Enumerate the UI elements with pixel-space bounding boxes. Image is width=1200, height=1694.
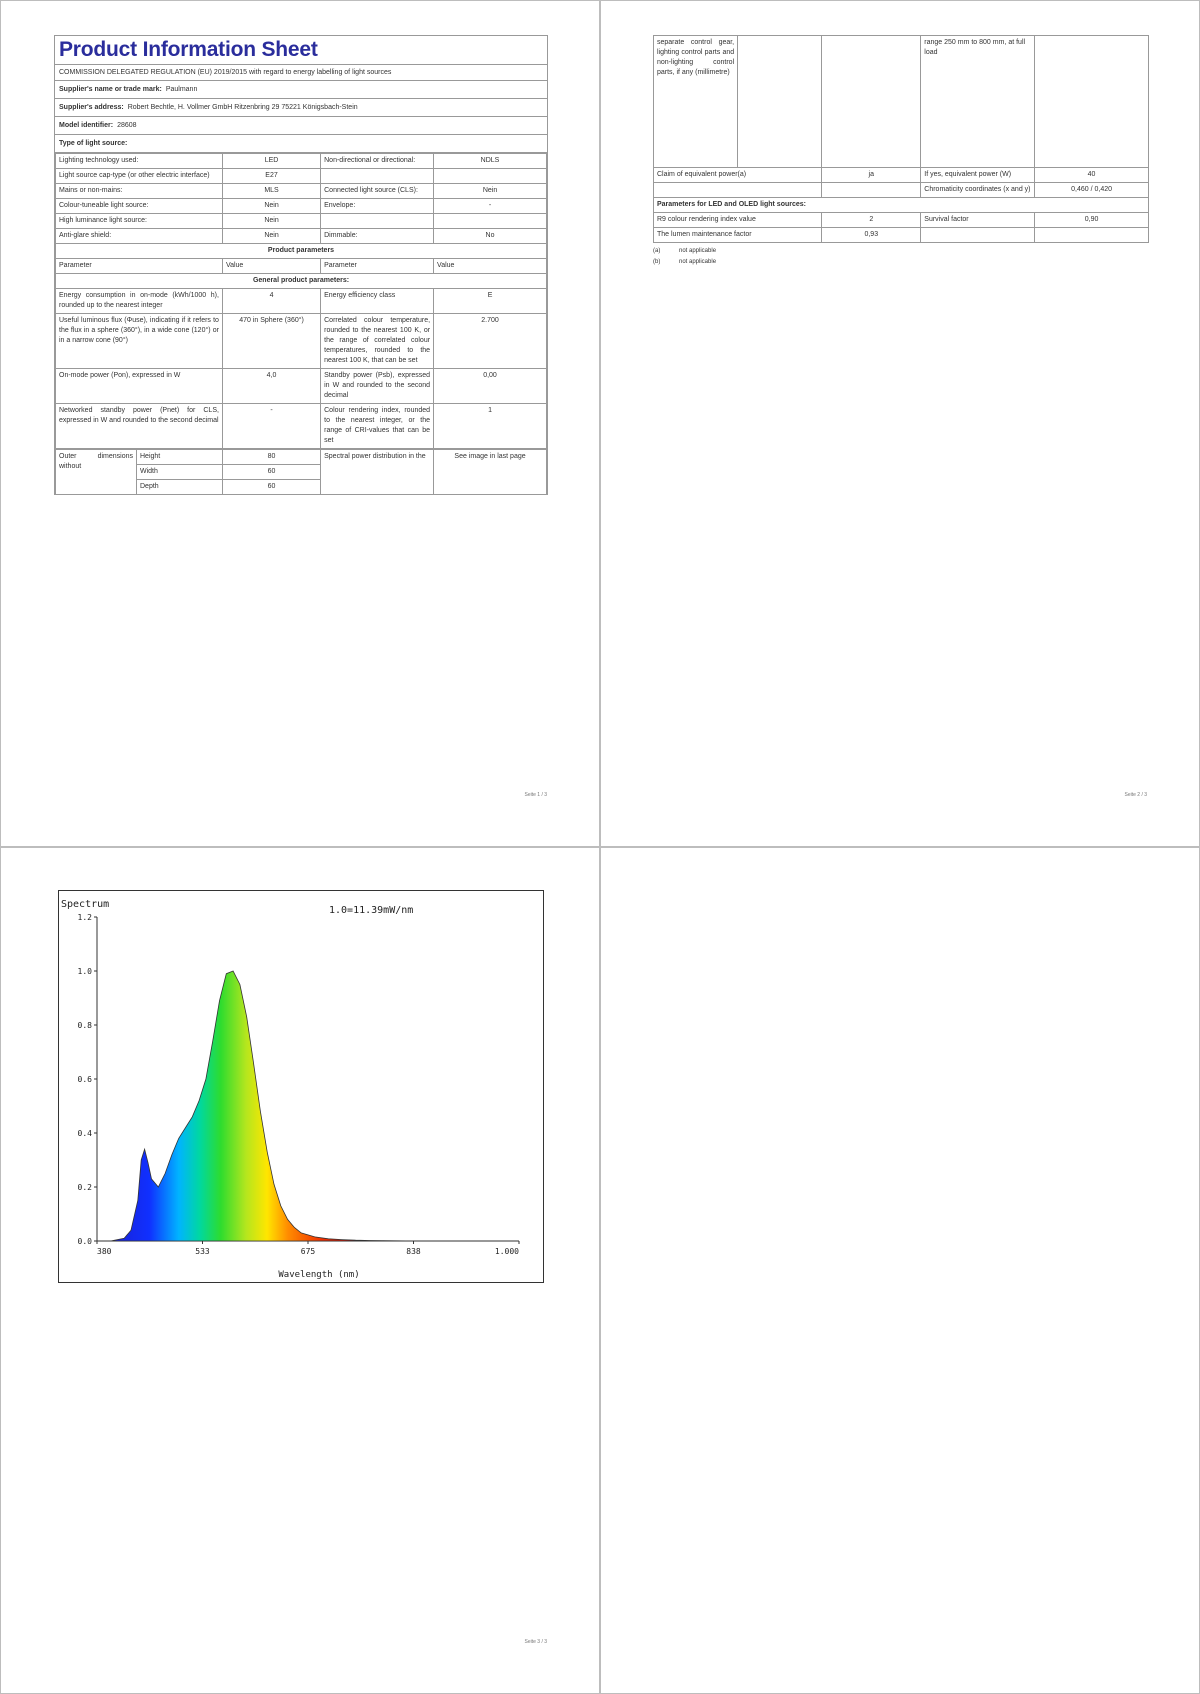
- cell-value: [434, 169, 547, 184]
- product-information-sheet: [54, 35, 548, 495]
- page-2: [600, 0, 1200, 847]
- cell-param: Useful luminous flux (Φuse), indicating if it refers to the flux in a sphere (360°), in a wide cone (120°) or in a narrow cone (90°): [56, 314, 223, 369]
- cell-value: Nein: [434, 184, 547, 199]
- supplier-address: Robert Bechtle, H. Vollmer GmbH Ritzenbring 29 75221 Königsbach-Stein: [127, 104, 358, 111]
- cell-param: Light source cap-type (or other electric interface): [56, 169, 223, 184]
- cell-param: Envelope:: [321, 199, 434, 214]
- cell-value: Nein: [222, 229, 320, 244]
- y-tick-label: 0.2: [77, 1183, 92, 1192]
- cell-value: 0,90: [1035, 213, 1149, 228]
- spd-value: See image in last page: [434, 450, 547, 495]
- general-params-header: General product parameters:: [56, 274, 547, 289]
- cell-value: [1035, 228, 1149, 243]
- table-row: [56, 314, 547, 369]
- spectrum-chart: [58, 890, 544, 1283]
- dimension-label: Width: [137, 465, 223, 480]
- cell-param: Energy consumption in on-mode (kWh/1000 h), rounded up to the nearest integer: [56, 289, 223, 314]
- cell-value: -: [434, 199, 547, 214]
- product-params-header-row: [56, 244, 547, 259]
- footnote-text: not applicable: [679, 248, 717, 254]
- cell-param: Energy efficiency class: [321, 289, 434, 314]
- general-header-row: [56, 274, 547, 289]
- cell-param: [321, 214, 434, 229]
- spec-table: [55, 153, 547, 449]
- cell-value: 40: [1035, 168, 1149, 183]
- cell-param: Standby power (Psb), expressed in W and rounded to the second decimal: [321, 369, 434, 404]
- cell-value: 4: [222, 289, 320, 314]
- cell-value: 0,460 / 0,420: [1035, 183, 1149, 198]
- cell-value: 470 in Sphere (360°): [222, 314, 320, 369]
- y-tick-label: 1.2: [77, 913, 92, 922]
- dimension-value: 60: [222, 480, 320, 495]
- dimension-value: 60: [222, 465, 320, 480]
- footnote: [653, 246, 1149, 257]
- table-row: [56, 214, 547, 229]
- table-row: [56, 229, 547, 244]
- page-1: [0, 0, 600, 847]
- dimension-value: 80: [222, 450, 320, 465]
- table-row: [56, 289, 547, 314]
- cell-value: LED: [222, 154, 320, 169]
- y-tick-label: 0.4: [77, 1129, 92, 1138]
- spd-label: Spectral power distribution in the: [321, 450, 434, 495]
- x-tick-label: 380: [97, 1247, 112, 1256]
- cell-param: Connected light source (CLS):: [321, 184, 434, 199]
- cell-param: [654, 183, 822, 198]
- cell-value: [822, 36, 921, 168]
- y-tick-label: 1.0: [77, 967, 92, 976]
- cell-param: The lumen maintenance factor: [654, 228, 822, 243]
- cell-value: 4,0: [222, 369, 320, 404]
- general-rows: [56, 289, 547, 449]
- dimension-label: Depth: [137, 480, 223, 495]
- x-tick-label: 838: [406, 1247, 421, 1256]
- cell-param: Dimmable:: [321, 229, 434, 244]
- continuation-table: [653, 35, 1149, 243]
- cell-param: Colour-tuneable light source:: [56, 199, 223, 214]
- cell-value: -: [222, 404, 320, 449]
- cell-value: 0,93: [822, 228, 921, 243]
- page-number: Seite 3 / 3: [524, 1639, 547, 1645]
- table-row: [56, 404, 547, 449]
- cell-value: 0,00: [434, 369, 547, 404]
- cell-param: separate control gear, lighting control parts and non-lighting control parts, if any (millimetre): [654, 36, 738, 168]
- type-header-label: Type of light source:: [59, 140, 128, 147]
- cell-value: E: [434, 289, 547, 314]
- cell-param: Lighting technology used:: [56, 154, 223, 169]
- cell-param: Colour rendering index, rounded to the nearest integer, or the range of CRI-values that can be set: [321, 404, 434, 449]
- cell-value: Nein: [222, 199, 320, 214]
- cell-empty: [738, 36, 822, 168]
- cell-param: High luminance light source:: [56, 214, 223, 229]
- supplier-name: Paulmann: [165, 86, 198, 93]
- cell-param: R9 colour rendering index value: [654, 213, 822, 228]
- cell-value: No: [434, 229, 547, 244]
- dimension-label: Height: [137, 450, 223, 465]
- cell-value: [434, 214, 547, 229]
- col-header: Value: [222, 259, 320, 274]
- cell-param: Survival factor: [921, 213, 1035, 228]
- cell-value: [1035, 36, 1149, 168]
- y-tick-label: 0.8: [77, 1021, 92, 1030]
- model-label: Model identifier:: [59, 122, 114, 129]
- model-row: [55, 117, 547, 135]
- document-title: Product Information Sheet: [55, 36, 547, 65]
- cell-param: [321, 169, 434, 184]
- spectrum-chart-svg: [59, 891, 545, 1284]
- page-4-blank: [600, 847, 1200, 1694]
- dimensions-label: Outer dimensions without: [56, 450, 137, 495]
- col-header: Parameter: [56, 259, 223, 274]
- cell-value: E27: [222, 169, 320, 184]
- footnote-mark: (a): [653, 248, 661, 254]
- col-header: Parameter: [321, 259, 434, 274]
- cell-value: MLS: [222, 184, 320, 199]
- cell-param: Anti-glare shield:: [56, 229, 223, 244]
- type-header: [55, 135, 547, 153]
- model-identifier: 28608: [117, 122, 137, 129]
- footnote: [653, 257, 1149, 268]
- cell-value: ja: [822, 168, 921, 183]
- cell-param: On-mode power (Pon), expressed in W: [56, 369, 223, 404]
- cell-param: If yes, equivalent power (W): [921, 168, 1035, 183]
- supplier-address-label: Supplier's address:: [59, 104, 124, 111]
- type-rows: [56, 154, 547, 244]
- page-number: Seite 1 / 3: [524, 792, 547, 798]
- page-3: [0, 847, 600, 1694]
- cell-param: range 250 mm to 800 mm, at full load: [921, 36, 1035, 168]
- cell-param: [921, 228, 1035, 243]
- cell-param: Claim of equivalent power(a): [654, 168, 822, 183]
- cell-param: Chromaticity coordinates (x and y): [921, 183, 1035, 198]
- x-tick-label: 675: [300, 1247, 316, 1256]
- supplier-address-row: [55, 99, 547, 117]
- column-header-row: [56, 259, 547, 274]
- cell-param: Correlated colour temperature, rounded to the nearest 100 K, or the range of correlated colour temperatures, rounded to the nearest 100 K, that can be set: [321, 314, 434, 369]
- cell-value: [822, 183, 921, 198]
- table-row: [56, 369, 547, 404]
- cell-param: Mains or non-mains:: [56, 184, 223, 199]
- sheet-continuation: [653, 35, 1149, 268]
- cell-param: Networked standby power (Pnet) for CLS, expressed in W and rounded to the second decimal: [56, 404, 223, 449]
- regulation-text: COMMISSION DELEGATED REGULATION (EU) 2019/2015 with regard to energy labelling of light sources: [55, 65, 547, 81]
- cell-param: Non-directional or directional:: [321, 154, 434, 169]
- chart-annotation: 1.0=11.39mW/nm: [329, 905, 414, 916]
- spectrum-area: [97, 971, 519, 1241]
- x-tick-label: 1.000: [494, 1247, 519, 1256]
- chart-title: Spectrum: [61, 899, 110, 910]
- table-row: [56, 154, 547, 169]
- y-tick-label: 0.6: [77, 1075, 92, 1084]
- col-header: Value: [434, 259, 547, 274]
- footnotes: [653, 246, 1149, 268]
- dimensions-table: [55, 449, 547, 495]
- product-params-header: Product parameters: [56, 244, 547, 259]
- y-tick-label: 0.0: [77, 1237, 92, 1246]
- cell-value: 1: [434, 404, 547, 449]
- cell-value: Nein: [222, 214, 320, 229]
- table-row: [56, 199, 547, 214]
- table-row: [56, 184, 547, 199]
- page-number: Seite 2 / 3: [1124, 792, 1147, 798]
- led-params-header: Parameters for LED and OLED light sources:: [654, 198, 1149, 213]
- footnote-mark: (b): [653, 259, 661, 265]
- cell-value: 2.700: [434, 314, 547, 369]
- footnote-text: not applicable: [679, 259, 717, 265]
- x-tick-label: 533: [195, 1247, 210, 1256]
- cell-value: NDLS: [434, 154, 547, 169]
- table-row: [56, 169, 547, 184]
- cell-value: 2: [822, 213, 921, 228]
- supplier-name-label: Supplier's name or trade mark:: [59, 86, 162, 93]
- x-axis-label: Wavelength (nm): [278, 1270, 360, 1280]
- supplier-name-row: [55, 81, 547, 99]
